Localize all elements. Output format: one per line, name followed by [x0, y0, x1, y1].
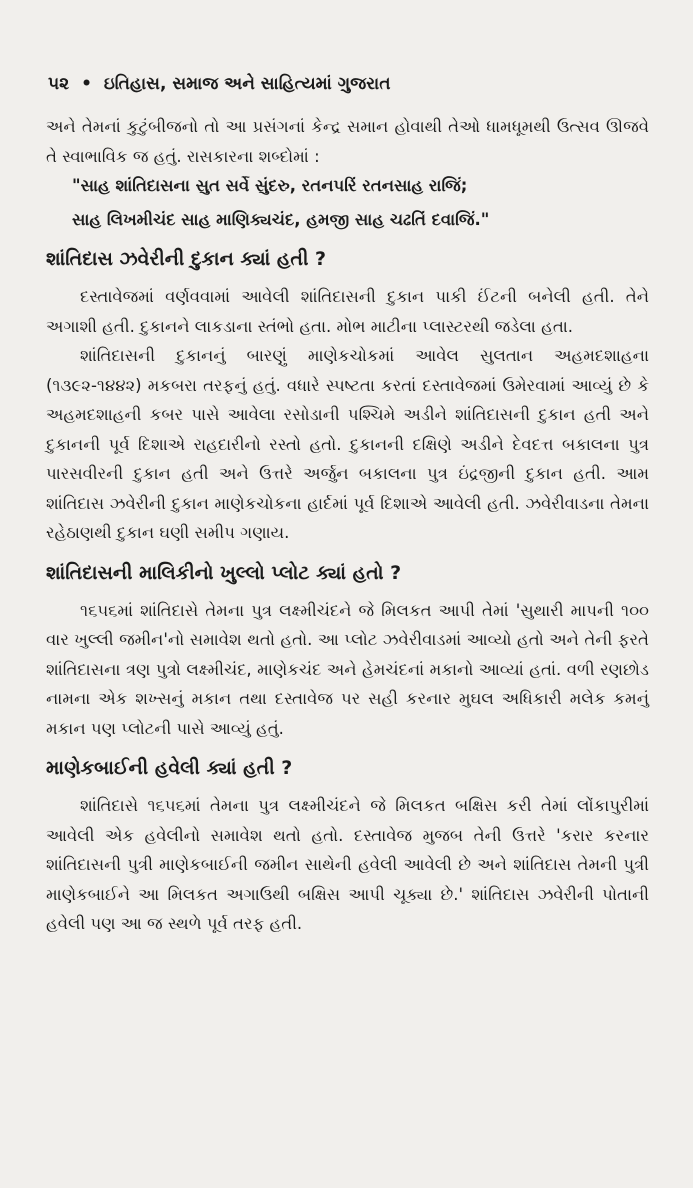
- paragraph: દસ્તાવેજમાં વર્ણવવામાં આવેલી શાંતિદાસની દુકાન પાકી ઈંટની બનેલી હતી. તેને અગાશી હતી. દુકાનને લાકડાના સ્તંભો હતા. મોભ માટીના પ્લાસ્ટરથી જડેલા હતા.: [46, 287, 649, 336]
- verse-line: "સાહ શાંતિદાસના સુત સર્વે સુંદરુ, રતનપરિં રતનસાહ રાજિં;: [72, 176, 468, 195]
- section-heading-shop: શાંતિદાસ ઝવેરીની દુકાન ક્યાં હતી ?: [46, 248, 327, 270]
- verse-line: સાહ લિખમીચંદ સાહ માણિક્યચંદ, હમજી સાહ ચઢતિં દવાજિં.": [72, 209, 490, 229]
- page-number: ૫૨: [48, 74, 70, 94]
- header-bullet: •: [81, 74, 92, 94]
- book-title: ઇતિહાસ, સમાજ અને સાહિત્યમાં ગુજરાત: [103, 74, 391, 94]
- section-heading-plot: શાંતિદાસની માલિકીનો ખુલ્લો પ્લોટ ક્યાં હતો ?: [46, 561, 402, 584]
- paragraph: ૧૬૫૬માં શાંતિદાસે તેમના પુત્ર લક્ષ્મીચંદને જે મિલકત આપી તેમાં 'સુથારી માપની ૧૦૦ વાર ખુલ્લી જમીન'નો સમાવેશ થતો હતો. આ પ્લોટ ઝવેરીવાડમાં આવ્યો હતો અને તેની ફરતે શાંતિદાસના ત્રણ પુત્રો લક્ષ્મીચંદ, માણેકચંદ અને હેમચંદનાં મકાનો આવ્યાં હતાં. વળી રણછોડ નામના એક શખ્સનું મકાન તથા દસ્તાવેજ પર સહી કરનાર મુઘલ અધિકારી મલેક કમનું મકાન પણ પ્લોટની પાસે આવ્યું હતું.: [46, 600, 649, 738]
- running-header: [48, 74, 649, 94]
- section-heading-haveli: માણેકબાઈની હવેલી ક્યાં હતી ?: [46, 757, 293, 779]
- intro-paragraph: અને તેમનાં કુટુંબીજનો તો આ પ્રસંગનાં કેન્દ્ર સમાન હોવાથી તેઓ ધામધૂમથી ઉત્સવ ઊજવે તે સ્વાભાવિક જ હતું. રાસકારના શબ્દોમાં :: [46, 117, 649, 166]
- paragraph: શાંતિદાસે ૧૬૫૬માં તેમના પુત્ર લક્ષ્મીચંદને જે મિલકત બક્ષિસ કરી તેમાં લોંકાપુરીમાં આવેલી એક હવેલીનો સમાવેશ થતો હતો. દસ્તાવેજ મુજબ તેની ઉત્તરે 'કરાર કરનાર શાંતિદાસની પુત્રી માણેકબાઈની જમીન સાથેની હવેલી આવેલી છે અને શાંતિદાસ તેમની પુત્રી માણેકબાઈને આ મિલકત અગાઉથી બક્ષિસ આપી ચૂક્યા છે.' શાંતિદાસ ઝવેરીની પોતાની હવેલી પણ આ જ સ્થળે પૂર્વ તરફ હતી.: [46, 796, 649, 933]
- paragraph: શાંતિદાસની દુકાનનું બારણું માણેકચોકમાં આવેલ સુલતાન અહમદશાહના (૧૩૯૨-૧૪૪૨) મકબરા તરફનું હતું. વધારે સ્પષ્ટતા કરતાં દસ્તાવેજમાં ઉમેરવામાં આવ્યું છે કે અહમદશાહની કબર પાસે આવેલા રસોડાની પશ્ચિમે અડીને શાંતિદાસની દુકાન હતી અને દુકાનની પૂર્વ દિશાએ રાહદારીનો રસ્તો હતો. દુકાનની દક્ષિણે અડીને દેવદત્ત બકાલના પુત્ર પારસવીરની દુકાન હતી અને ઉત્તરે અર્જુન બકાલના પુત્ર ઇંદ્રજીની દુકાન હતી. આમ શાંતિદાસ ઝવેરીની દુકાન માણેકચોકના હાર્દમાં પૂર્વ દિશાએ આવેલી હતી. ઝવેરીવાડના તેમના રહેઠાણથી દુકાન ઘણી સમીપ ગણાય.: [46, 346, 649, 542]
